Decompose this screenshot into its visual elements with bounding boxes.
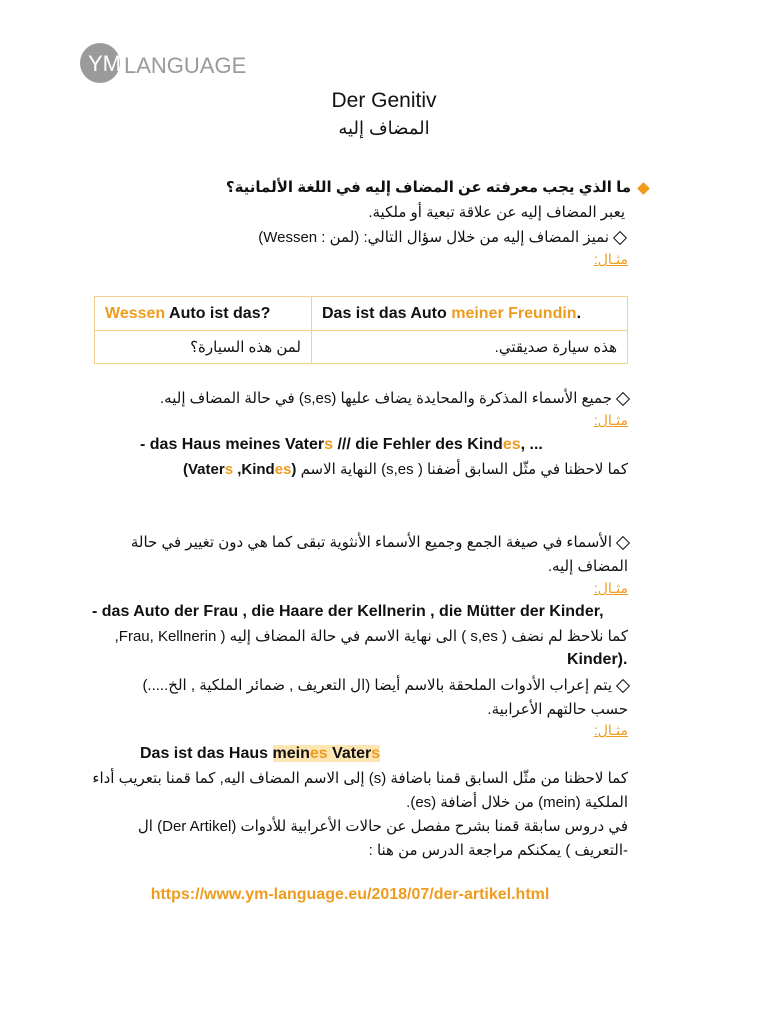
diamond-outline-icon	[613, 231, 627, 245]
logo-ym: YM	[88, 51, 121, 76]
text-line: حسب حالتهم الأعرابية.	[487, 701, 628, 718]
question-line: ما الذي يجب معرفته عن المضاف إليه في اللغة الألمانية؟	[226, 178, 648, 196]
table-cell: Wessen Auto ist das?	[95, 297, 312, 331]
german-example: - das Auto der Frau , die Haare der Kellnerin , die Mütter der Kinder,	[92, 603, 604, 620]
text-line: المضاف إليه.	[547, 558, 628, 575]
page-subtitle: المضاف إليه	[338, 118, 430, 138]
text-line: في دروس سابقة قمنا بشرح مفصل عن حالات الأعرابية للأدوات (Der Artikel) ال	[137, 818, 628, 835]
text-line: يتم إعراب الأدوات الملحقة بالاسم أيضا (ال التعريف , ضمائر الملكية , الخ.....)	[142, 676, 628, 694]
logo-language: LANGUAGE	[124, 53, 247, 78]
paren-example: (Vaters ,Kindes)	[182, 461, 297, 478]
german-example: Das ist das Haus meines Vaters	[140, 745, 381, 762]
highlight: meines Vaters	[272, 745, 381, 762]
text-line: يعبر المضاف إليه عن علاقة تبعية أو ملكية.	[368, 204, 625, 221]
diamond-outline-icon	[616, 679, 630, 693]
example-table	[94, 296, 628, 364]
example-label: مثـال:	[593, 580, 628, 596]
text-line: جميع الأسماء المذكرة والمحايدة يضاف عليها (s,es) في حالة المضاف إليه.	[160, 389, 628, 407]
table-cell: هذه سيارة صديقتي.	[312, 331, 628, 364]
table-cell: Das ist das Auto meiner Freundin.	[312, 297, 628, 331]
text-line: الملكية (mein) من خلال أضافة (es).	[406, 794, 628, 811]
diamond-outline-icon	[616, 392, 630, 406]
page-title: Der Genitiv	[331, 89, 437, 112]
text-line: كما لاحظنا من مثّل السابق قمنا باضافة (s) إلى الاسم المضاف اليه, كما قمنا بتعريب أداء	[92, 770, 628, 787]
text-line: كما لاحظنا في مثّل السابق أضفنا ( s,es) النهاية الاسم (Vaters ,Kindes)	[182, 461, 628, 478]
orange-diamond-icon	[637, 182, 650, 195]
text-line: نميز المضاف إليه من خلال سؤال التالي: (لمن : Wessen)	[258, 228, 625, 246]
german-example: - das Haus meines Vaters /// die Fehler des Kindes, ...	[140, 436, 543, 453]
text-line: -التعريف ) يمكنكم مراجعة الدرس من هنا :	[368, 842, 628, 859]
article-link[interactable]: https://www.ym-language.eu/2018/07/der-artikel.html	[150, 886, 550, 903]
example-label: مثـال:	[593, 722, 628, 738]
text-line: كما نلاحظ لم نضف ( s,es ) الى نهاية الاسم في حالة المضاف إليه ( Frau, Kellnerin,	[114, 628, 628, 645]
example-label: مثـال:	[593, 412, 628, 428]
diamond-outline-icon	[616, 536, 630, 550]
text-line: الأسماء في صيغة الجمع وجميع الأسماء الأنثوية تبقى كما هي دون تغيير في حالة	[131, 533, 628, 551]
german-fragment: Kinder).	[567, 651, 628, 668]
table-cell: لمن هذه السيارة؟	[95, 331, 312, 364]
logo	[78, 40, 247, 86]
example-label: مثـال:	[593, 251, 628, 267]
